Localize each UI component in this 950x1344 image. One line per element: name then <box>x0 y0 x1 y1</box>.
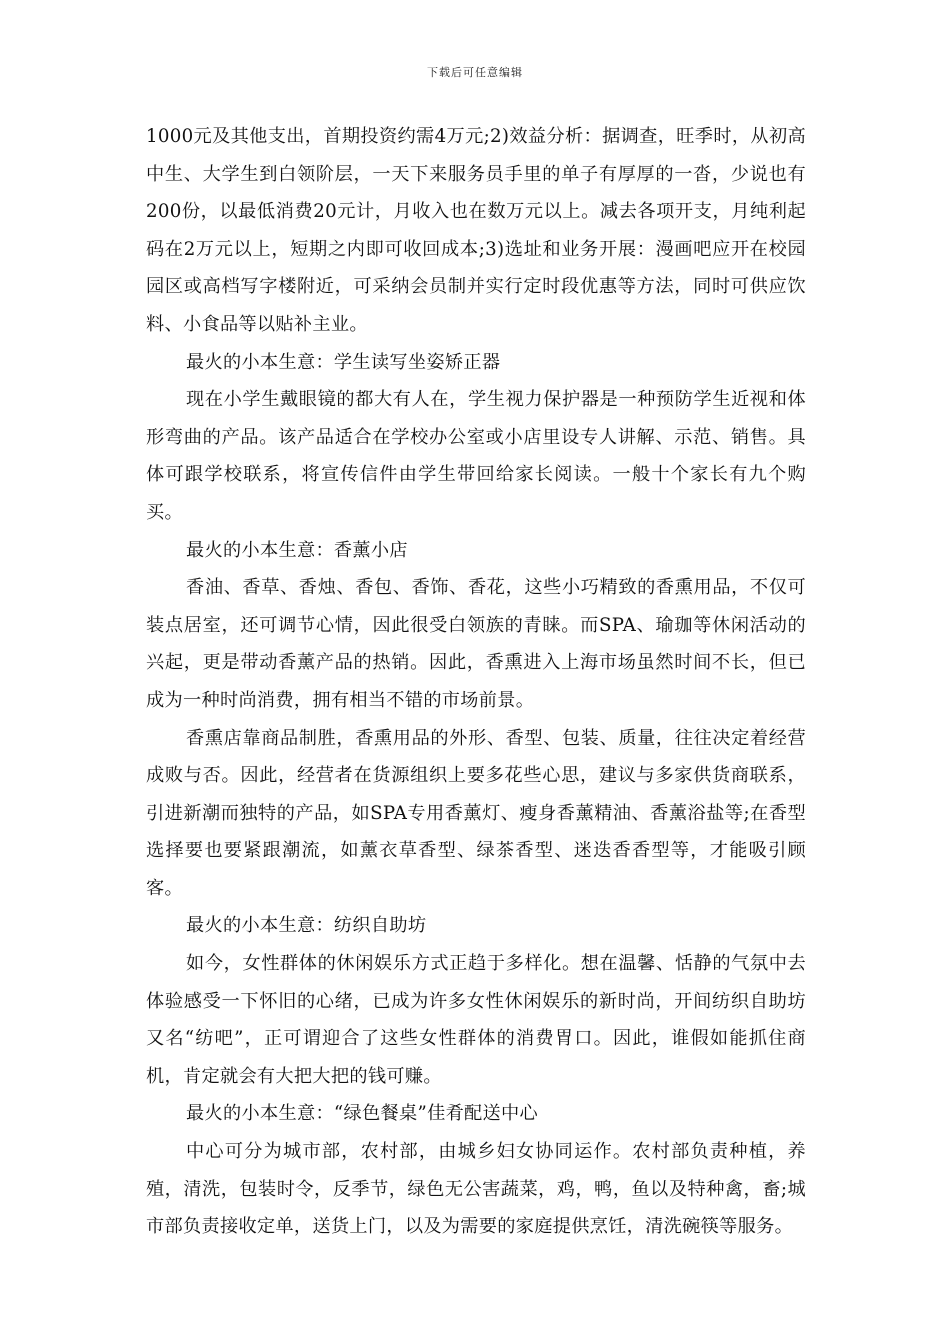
heading-green-table-delivery: 最火的小本生意：“绿色餐桌”佳肴配送中心 <box>186 1103 539 1125</box>
heading-posture-corrector: 最火的小本生意：学生读写坐姿矫正器 <box>186 351 501 373</box>
paragraph-posture-corrector: 现在小学生戴眼镜的都大有人在，学生视力保护器是一种预防学生近视和体形弯曲的产品。该产品适合在学校办公室或小店里设专人讲解、示范、销售。具体可跟学校联系，将宣传信件由学生带回给家长阅读。一般十个家长有九个购买。 <box>146 389 806 523</box>
paragraph-aroma-shop-intro: 香油、香草、香烛、香包、香饰、香花，这些小巧精致的香熏用品，不仅可装点居室，还可调节心情，因此很受白领族的青睐。而SPA、瑜珈等休闲活动的兴起，更是带动香薰产品的热销。因此，香熏进入上海市场虽然时间不长，但已成为一种时尚消费，拥有相当不错的市场前景。 <box>146 577 806 711</box>
page-header: 下载后可任意编辑 <box>427 66 523 79</box>
paragraph-comic-bar-analysis: 1000元及其他支出，首期投资约需4万元;2)效益分析：据调查，旺季时，从初高中生、大学生到白领阶层，一天下来服务员手里的单子有厚厚的一沓，少说也有200份，以最低消费20元计，月收入也在数万元以上。减去各项开支，月纯利起码在2万元以上，短期之内即可收回成本;3)选址和业务开展：漫画吧应开在校园园区或高档写字楼附近，可采纳会员制并实行定时段优惠等方法，同时可供应饮料、小食品等以贴补主业。 <box>146 126 806 335</box>
heading-aroma-shop: 最火的小本生意：香薰小店 <box>186 539 408 561</box>
document-body <box>146 118 806 1246</box>
paragraph-aroma-shop-products: 香熏店靠商品制胜，香熏用品的外形、香型、包装、质量，往往决定着经营成败与否。因此，经营者在货源组织上要多花些心思，建议与多家供货商联系，引进新潮而独特的产品，如SPA专用香薰灯、瘦身香薰精油、香薰浴盐等;在香型选择要也要紧跟潮流，如薰衣草香型、绿茶香型、迷迭香香型等，才能吸引顾客。 <box>146 727 806 899</box>
heading-weaving-workshop: 最火的小本生意：纺织自助坊 <box>186 915 427 937</box>
paragraph-green-table-delivery: 中心可分为城市部，农村部，由城乡妇女协同运作。农村部负责种植，养殖，清洗，包装时令，反季节，绿色无公害蔬菜，鸡，鸭，鱼以及特种禽，畜;城市部负责接收定单，送货上门，以及为需要的家庭提供烹饪，清洗碗筷等服务。 <box>146 1141 806 1238</box>
paragraph-weaving-workshop: 如今，女性群体的休闲娱乐方式正趋于多样化。想在温馨、恬静的气氛中去体验感受一下怀旧的心绪，已成为许多女性休闲娱乐的新时尚，开间纺织自助坊又名“纺吧”，正可谓迎合了这些女性群体的消费胃口。因此，谁假如能抓住商机，肯定就会有大把大把的钱可赚。 <box>146 953 806 1087</box>
